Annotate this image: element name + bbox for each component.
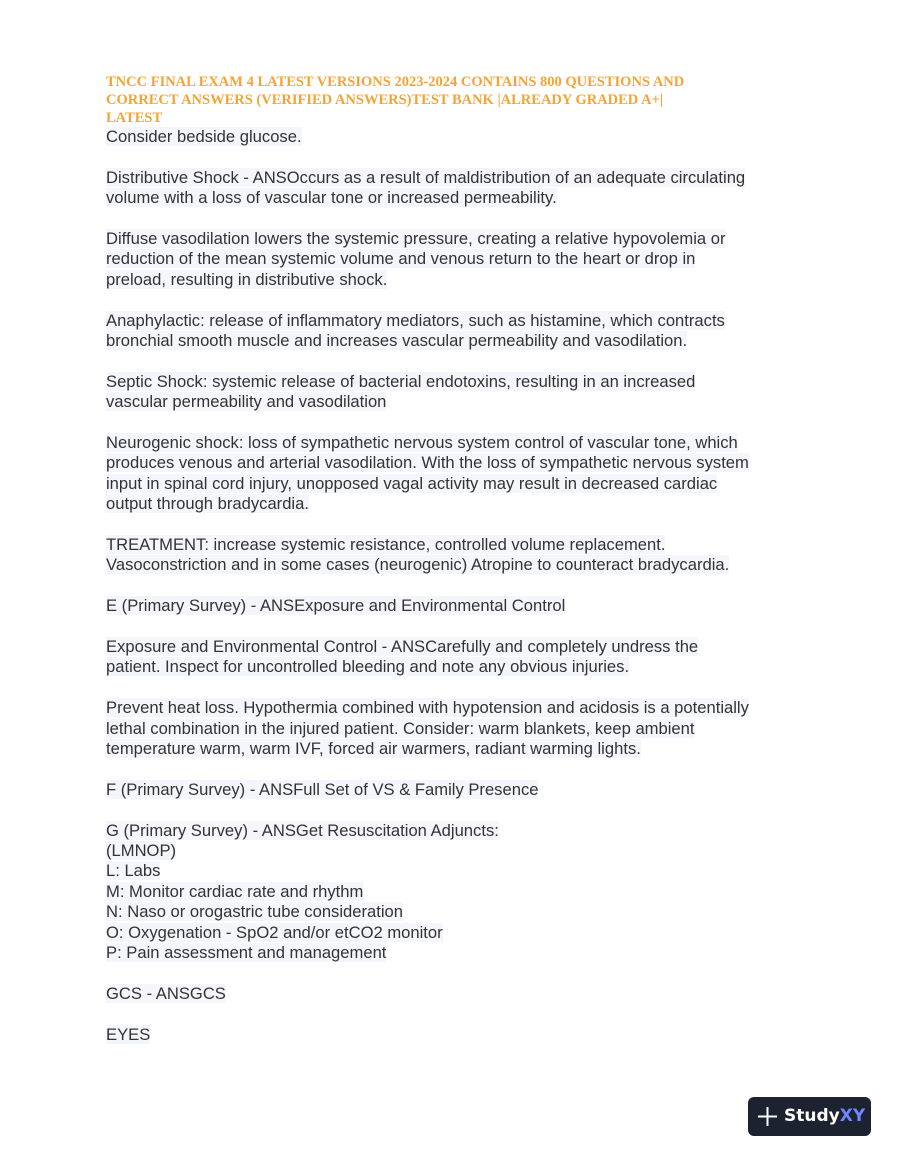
text-line-content: (LMNOP)	[106, 841, 177, 861]
text-line-content: O: Oxygenation - SpO2 and/or etCO2 monitor	[106, 922, 443, 942]
text-line-content: bronchial smooth muscle and increases vascular permeability and vasodilation.	[106, 331, 688, 351]
text-line-content: temperature warm, warm IVF, forced air warmers, radiant warming lights.	[106, 739, 641, 759]
text-line	[106, 821, 806, 841]
text-line-content: F (Primary Survey) - ANSFull Set of VS & Family Presence	[106, 779, 539, 799]
paragraph-gap	[106, 413, 806, 433]
text-line-content: patient. Inspect for uncontrolled bleeding and note any obvious injuries.	[106, 657, 630, 677]
text-line	[106, 188, 806, 208]
text-line-content: GCS - ANSGCS	[106, 983, 226, 1003]
paragraph-gap	[106, 800, 806, 820]
brand-name	[784, 1106, 865, 1127]
text-line	[106, 984, 806, 1004]
paragraph	[106, 433, 806, 515]
text-line	[106, 270, 806, 290]
text-line-content: Prevent heat loss. Hypothermia combined with hypotension and acidosis is a potentially	[106, 698, 749, 718]
paragraph	[106, 535, 806, 576]
text-line-content: Exposure and Environmental Control - ANSCarefully and completely undress the	[106, 637, 699, 657]
text-line	[106, 841, 806, 861]
text-line-content: P: Pain assessment and management	[106, 943, 387, 963]
text-line	[106, 535, 806, 555]
paragraph	[106, 637, 806, 678]
paragraph-gap	[106, 351, 806, 371]
text-line	[106, 168, 806, 188]
paragraph-gap	[106, 759, 806, 779]
text-line-content: M: Monitor cardiac rate and rhythm	[106, 881, 364, 901]
text-line	[106, 392, 806, 412]
paragraph	[106, 596, 806, 616]
paragraph	[106, 168, 806, 209]
text-line-content: lethal combination in the injured patient. Consider: warm blankets, keep ambient	[106, 718, 695, 738]
text-line-content: TREATMENT: increase systemic resistance, controlled volume replacement.	[106, 535, 666, 555]
text-line	[106, 453, 806, 473]
text-line-content: Consider bedside glucose.	[106, 127, 302, 146]
text-line-content: N: Naso or orogastric tube consideration	[106, 902, 403, 922]
title-line: TNCC FINAL EXAM 4 LATEST VERSIONS 2023-2024 CONTAINS 800 QUESTIONS AND	[106, 74, 685, 90]
text-line	[106, 637, 806, 657]
text-line-content: Diffuse vasodilation lowers the systemic pressure, creating a relative hypovolemia or	[106, 229, 726, 248]
text-line	[106, 331, 806, 351]
text-line-content: reduction of the mean systemic volume and venous return to the heart or drop in	[106, 249, 696, 269]
paragraph-gap	[106, 515, 806, 535]
paragraph-gap	[106, 209, 806, 229]
text-line	[106, 474, 806, 494]
paragraph-gap	[106, 678, 806, 698]
paragraph-gap	[106, 290, 806, 310]
text-line	[106, 902, 806, 922]
brand-main: Study	[784, 1106, 840, 1126]
document-title	[106, 73, 796, 127]
text-line-content: preload, resulting in distributive shock.	[106, 269, 388, 289]
text-line-content: L: Labs	[106, 861, 161, 881]
text-line	[106, 372, 806, 392]
text-line-content: Anaphylactic: release of inflammatory mediators, such as histamine, which contracts	[106, 310, 725, 330]
document-body	[106, 127, 806, 1045]
paragraph	[106, 698, 806, 759]
text-line	[106, 657, 806, 677]
paragraph-gap	[106, 147, 806, 167]
text-line-content: vascular permeability and vasodilation	[106, 392, 387, 412]
text-line-content: Vasoconstriction and in some cases (neurogenic) Atropine to counteract bradycardia.	[106, 555, 730, 575]
plus-icon	[757, 1106, 778, 1127]
text-line	[106, 739, 806, 759]
text-line	[106, 719, 806, 739]
paragraph	[106, 821, 806, 964]
paragraph-gap	[106, 576, 806, 596]
text-line	[106, 311, 806, 331]
text-line	[106, 882, 806, 902]
text-line-content: output through bradycardia.	[106, 494, 309, 514]
text-line-content: G (Primary Survey) - ANSGet Resuscitation Adjuncts:	[106, 820, 499, 840]
studyxy-badge[interactable]	[748, 1097, 871, 1136]
text-line	[106, 127, 806, 147]
text-line	[106, 433, 806, 453]
paragraph	[106, 311, 806, 352]
brand-accent: XY	[839, 1106, 866, 1126]
text-line	[106, 780, 806, 800]
text-line-content: Septic Shock: systemic release of bacterial endotoxins, resulting in an increased	[106, 371, 696, 391]
text-line-content: EYES	[106, 1024, 151, 1044]
text-line	[106, 943, 806, 963]
text-line-content: volume with a loss of vascular tone or increased permeability.	[106, 188, 557, 208]
text-line	[106, 861, 806, 881]
paragraph-gap	[106, 963, 806, 983]
paragraph	[106, 127, 806, 147]
title-line: CORRECT ANSWERS (VERIFIED ANSWERS)TEST BANK |ALREADY GRADED A+|	[106, 92, 664, 108]
text-line-content: produces venous and arterial vasodilation. With the loss of sympathetic nervous system	[106, 453, 749, 473]
paragraph-gap	[106, 1004, 806, 1024]
text-line-content: E (Primary Survey) - ANSExposure and Environmental Control	[106, 596, 566, 616]
text-line	[106, 1025, 806, 1045]
text-line	[106, 249, 806, 269]
paragraph	[106, 372, 806, 413]
paragraph	[106, 984, 806, 1004]
paragraph	[106, 780, 806, 800]
text-line-content: Distributive Shock - ANSOccurs as a result of maldistribution of an adequate circulating	[106, 167, 746, 187]
text-line-content: Neurogenic shock: loss of sympathetic nervous system control of vascular tone, which	[106, 433, 738, 453]
title-line: LATEST	[106, 110, 163, 126]
paragraph	[106, 1025, 806, 1045]
text-line	[106, 698, 806, 718]
paragraph-gap	[106, 617, 806, 637]
text-line	[106, 229, 806, 249]
text-line	[106, 596, 806, 616]
text-line-content: input in spinal cord injury, unopposed vagal activity may result in decreased cardiac	[106, 473, 718, 493]
text-line	[106, 555, 806, 575]
text-line	[106, 494, 806, 514]
text-line	[106, 923, 806, 943]
paragraph	[106, 229, 806, 290]
